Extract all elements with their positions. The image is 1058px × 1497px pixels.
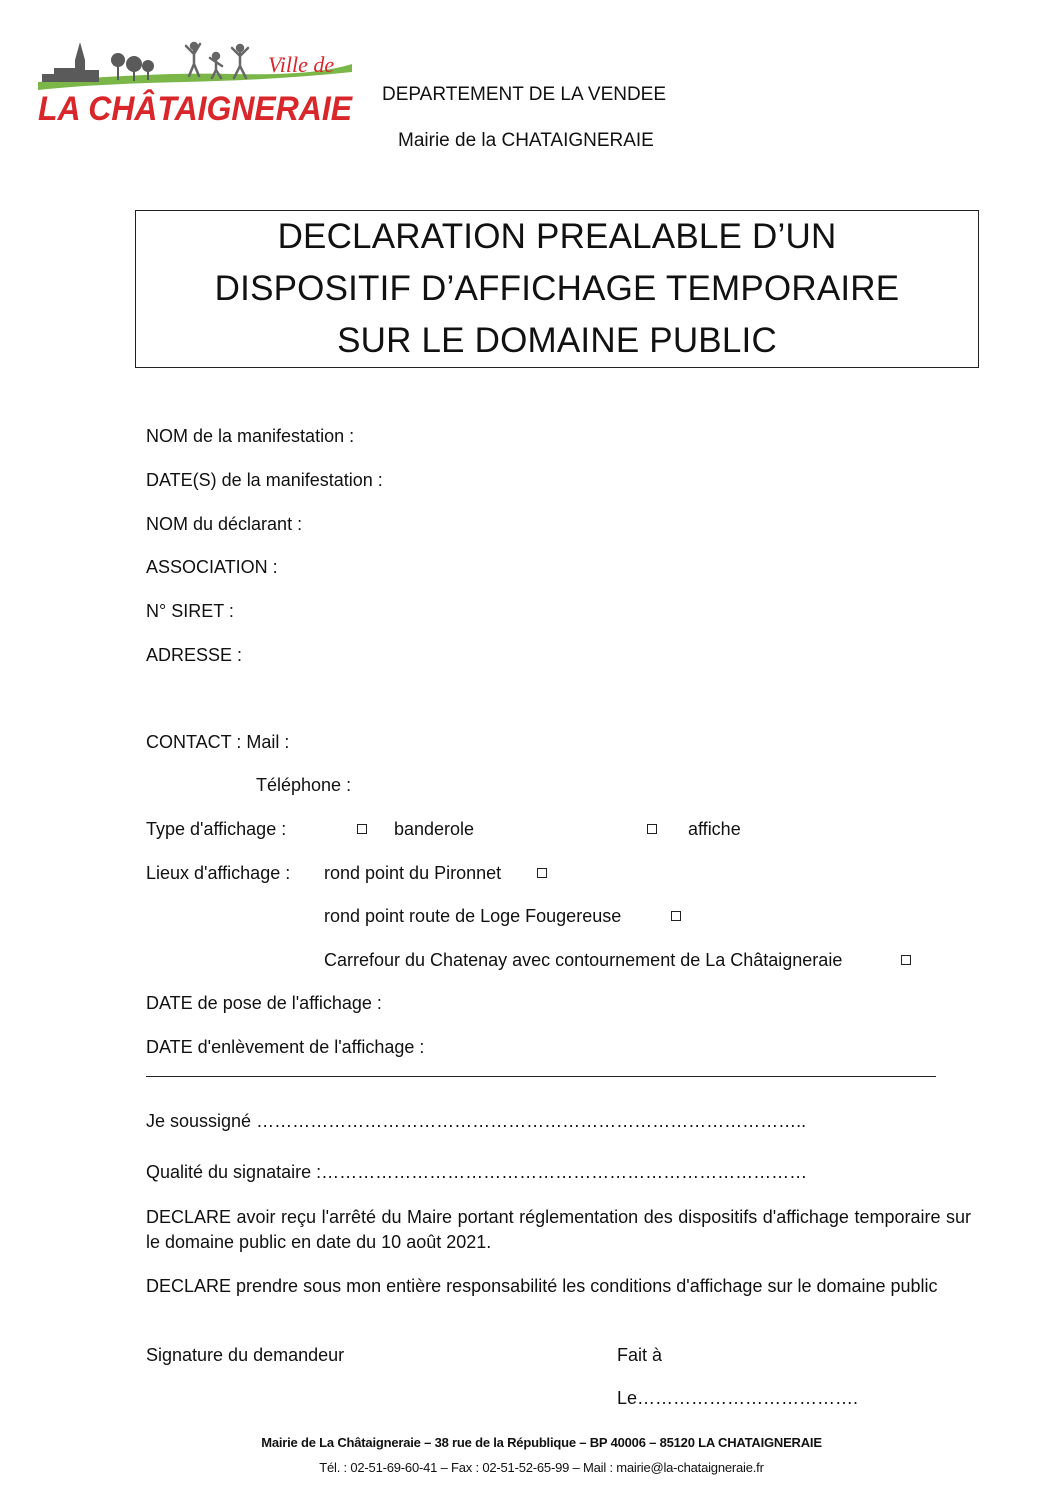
department-heading: DEPARTEMENT DE LA VENDEE [382,84,667,105]
mairie-heading: Mairie de la CHATAIGNERAIE [398,130,654,151]
field-declarant-name: NOM du déclarant : [146,514,303,534]
field-event-dates: DATE(S) de la manifestation : [146,470,383,490]
signature-label: Signature du demandeur [146,1345,345,1365]
checkbox-banderole[interactable] [357,824,367,834]
title-box [135,210,979,368]
logo-small-text: Ville de [268,52,335,77]
checkbox-pironnet[interactable] [537,868,547,878]
declare-paragraph-1: DECLARE avoir reçu l'arrêté du Maire portant réglementation des dispositifs d'affichage temporaire sur le domaine public en date du 10 août 2021. [146,1207,971,1252]
checkbox-loge-fougereuse[interactable] [671,911,681,921]
fait-a-label: Fait à [617,1345,663,1365]
title-line-1: DECLARATION PREALABLE D’UN [277,217,837,256]
town-logo [34,34,356,134]
date-le-line: Le………………………………. [617,1388,859,1408]
lieux-label: Lieux d'affichage : [146,863,291,883]
separator-line [146,1076,936,1077]
lieu-pironnet-label: rond point du Pironnet [324,863,502,883]
qualite-line: Qualité du signataire :……………………………………………………………………… [146,1162,808,1182]
lieu-loge-fougereuse-label: rond point route de Loge Fougereuse [324,906,622,926]
church-icon [42,42,99,82]
field-address: ADRESSE : [146,645,243,665]
footer-contact: Tél. : 02-51-69-60-41 – Fax : 02-51-52-65-99 – Mail : mairie@la-chataigneraie.fr [319,1460,764,1475]
field-date-enlevement: DATE d'enlèvement de l'affichage : [146,1037,425,1057]
field-date-pose: DATE de pose de l'affichage : [146,993,382,1013]
soussigne-line: Je soussigné ……………………………………………………………………………….. [146,1111,807,1131]
field-association: ASSOCIATION : [146,557,278,577]
checkbox-chatenay[interactable] [901,955,911,965]
field-siret: N° SIRET : [146,601,234,621]
footer-address: Mairie de La Châtaigneraie – 38 rue de la République – BP 40006 – 85120 LA CHATAIGNERAIE [261,1435,822,1450]
type-label: Type d'affichage : [146,819,287,839]
title-line-3: SUR LE DOMAINE PUBLIC [337,321,777,360]
field-contact-mail: CONTACT : Mail : [146,732,290,752]
type-affiche-label: affiche [688,819,741,839]
field-event-name: NOM de la manifestation : [146,426,355,446]
lieu-chatenay-label: Carrefour du Chatenay avec contournement de La Châtaigneraie [324,950,843,970]
checkbox-affiche[interactable] [647,824,657,834]
people-icon [186,43,248,78]
type-banderole-label: banderole [394,819,475,839]
declare-paragraph-2: DECLARE prendre sous mon entière responsabilité les conditions d'affichage sur le domaine public [146,1276,938,1296]
logo-town-name: LA CHÂTAIGNERAIE [38,90,354,128]
title-line-2: DISPOSITIF D’AFFICHAGE TEMPORAIRE [214,269,900,308]
field-telephone: Téléphone : [256,775,352,795]
town-logo-graphic [34,34,356,134]
